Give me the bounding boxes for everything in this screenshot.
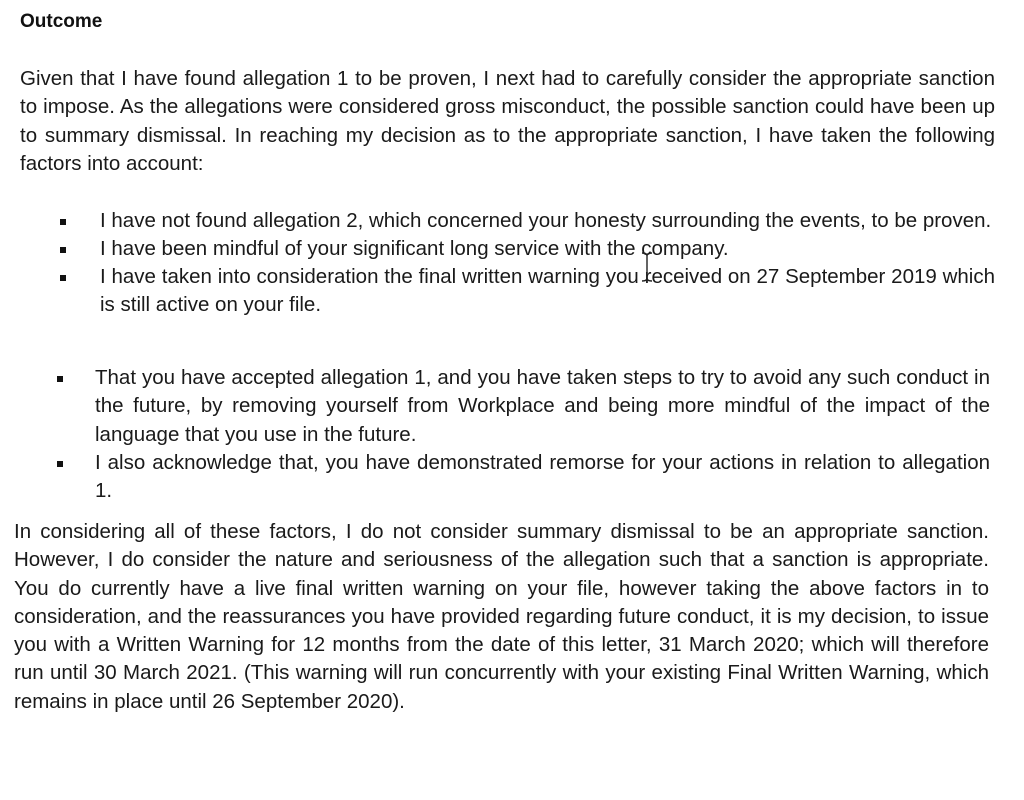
intro-paragraph: Given that I have found allegation 1 to be proven, I next had to carefully consider the appropriate sanction to impose. As the allegations were considered gross misconduct, the possible sanction could have been up to summary dismissal. In reaching my decision as to the appropriate sanction, I have taken the following factors into account: [20, 67, 995, 175]
conclusion-paragraph: In considering all of these factors, I do not consider summary dismissal to be an appropriate sanction. However, I do consider the nature and seriousness of the allegation such that a sanction is appropriate. You do currently have a live final written warning on your file, however taking the above factors in to consideration, and the reassurances you have provided regarding future conduct, it is my decision, to issue you with a Written Warning for 12 months from the date of this letter, 31 March 2020; which will therefore run until 30 March 2021. (This warning will run concurrently with your existing Final Written Warning, which remains in place until 26 September 2020). [14, 520, 989, 713]
list-item [100, 207, 995, 235]
square-bullet-icon [60, 247, 66, 253]
square-bullet-icon [57, 461, 63, 467]
list-item-text: I have taken into consideration the final written warning you received on 27 September 2019 which is still active on your file. [100, 265, 995, 316]
list-item-text: That you have accepted allegation 1, and you have taken steps to try to avoid any such conduct in the future, by removing yourself from Workplace and being more mindful of the impact of the language that you use in the future. [95, 366, 990, 446]
factors-list-2 [95, 364, 990, 505]
section-heading: Outcome [20, 11, 103, 32]
list-item-text: I have not found allegation 2, which concerned your honesty surrounding the events, to be proven. [100, 209, 992, 232]
list-item-text: I also acknowledge that, you have demonstrated remorse for your actions in relation to allegation 1. [95, 450, 990, 503]
list-item [100, 263, 995, 319]
square-bullet-icon [60, 275, 66, 281]
factors-list-1 [100, 207, 995, 319]
list-item [95, 364, 990, 449]
square-bullet-icon [60, 219, 66, 225]
list-item [95, 449, 990, 506]
square-bullet-icon [57, 376, 63, 382]
list-item-text: I have been mindful of your significant long service with the company. [100, 237, 729, 260]
list-item [100, 235, 995, 263]
text-cursor-icon [640, 252, 654, 282]
